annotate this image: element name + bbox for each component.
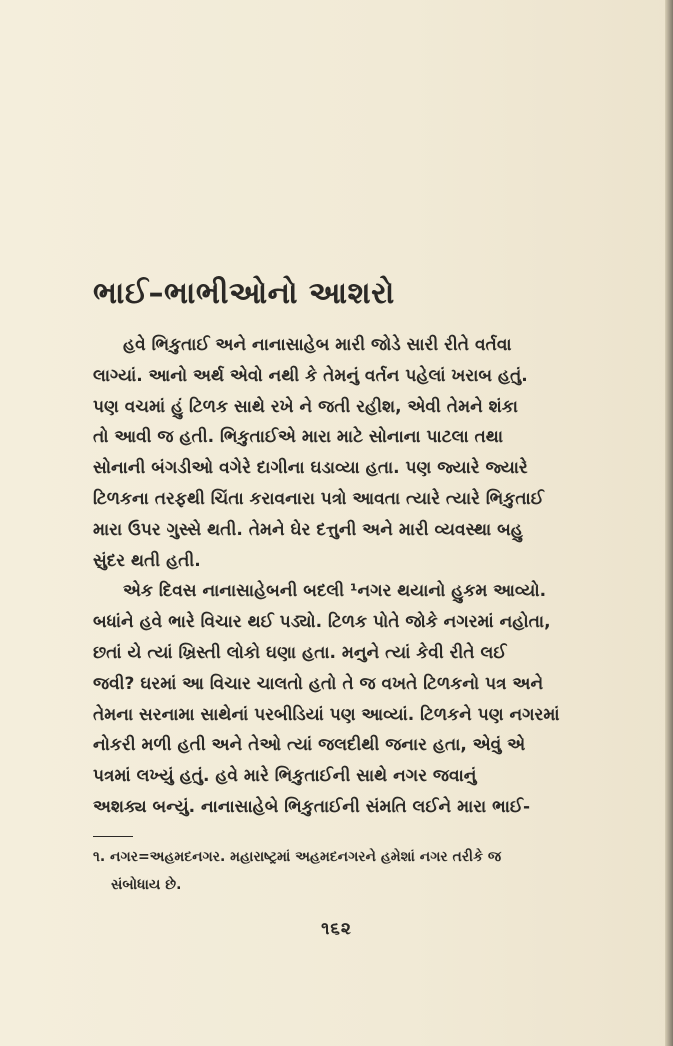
paragraph-1 [93, 330, 601, 576]
text-line: પણ વચમાં હું ટિળક સાથે રખે ને જતી રહીશ, એવી તેમને શંકા [93, 396, 518, 417]
text-line: એક દિવસ નાનાસાહેબની બદલી ¹નગર થયાનો હુકમ આવ્યો. [123, 581, 547, 602]
paragraph-2 [93, 576, 601, 822]
text-line: સુંદર થતી હતી. [93, 550, 201, 571]
text-line: અશક્ય બન્યું. નાનાસાહેબે ભિકુતાઈની સંમતિ લઈને મારા ભાઈ- [93, 796, 531, 817]
footnote-rule [93, 836, 133, 837]
page-number: ૧૬૨ [321, 919, 352, 939]
text-line: નોકરી મળી હતી અને તેઓ ત્યાં જલદીથી જનાર હતા, એવું એ [93, 735, 526, 756]
text-line: પત્રમાં લખ્યું હતું. હવે મારે ભિકુતાઈની સાથે નગર જવાનું [93, 766, 477, 787]
chapter-title: ભાઈ–ભાભીઓનો આશરો [93, 276, 395, 311]
text-line: લાગ્યાં. આનો અર્થ એવો નથી કે તેમનું વર્તન પહેલાં ખરાબ હતું. [93, 365, 528, 386]
footnote-line: ૧. નગર=અહમદનગર. મહારાષ્ટ્રમાં અહમદનગરને હમેશાં નગર તરીકે જ [93, 849, 502, 865]
text-line: જવી? ઘરમાં આ વિચાર ચાલતો હતો તે જ વખતે ટિળકનો પત્ર અને [93, 673, 544, 694]
body-text [93, 330, 601, 823]
page-edge [665, 0, 673, 1046]
footnote-line: સંબોધાય છે. [111, 877, 182, 893]
text-line: હવે ભિકુતાઈ અને નાનાસાહેબ મારી જોડે સારી રીતે વર્તવા [123, 335, 512, 355]
text-line: છતાં યે ત્યાં ખ્રિસ્તી લોકો ઘણા હતા. મનુને ત્યાં કેવી રીતે લઈ [93, 642, 507, 663]
text-line: તેમના સરનામા સાથેનાં પરબીડિયાં પણ આવ્યાં. ટિળકને પણ નગરમાં [93, 704, 560, 725]
footnote [93, 843, 613, 899]
text-line: બધાંને હવે ભારે વિચાર થઈ પડ્યો. ટિળક પોતે જોકે નગરમાં નહોતા, [93, 612, 551, 633]
text-line: તો આવી જ હતી. ભિકુતાઈએ મારા માટે સોનાના પાટલા તથા [93, 427, 504, 448]
text-line: ટિળકના તરફથી ચિંતા કરાવનારા પત્રો આવતા ત્યારે ત્યારે ભિકુતાઈ [93, 488, 544, 509]
text-line: મારા ઉપર ગુસ્સે થતી. તેમને ઘેર દત્તુની અને મારી વ્યવસ્થા બહુ [93, 519, 523, 540]
text-line: સોનાની બંગડીઓ વગેરે દાગીના ઘડાવ્યા હતા. પણ જ્યારે જ્યારે [93, 458, 528, 479]
